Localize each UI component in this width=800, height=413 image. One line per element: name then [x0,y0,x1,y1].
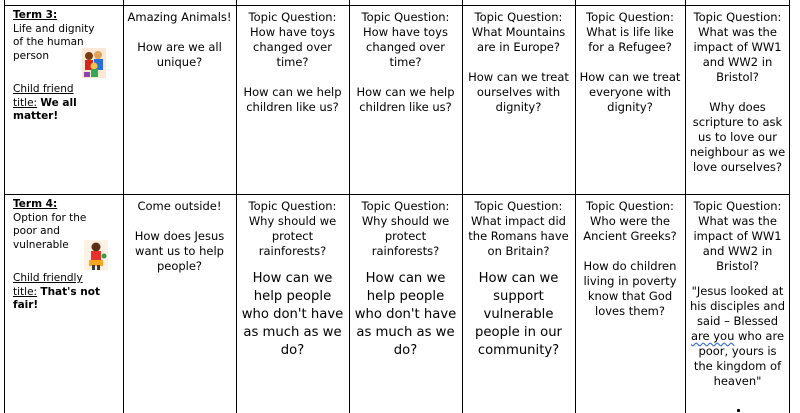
cell-topic: What was the impact of WW1 and WW2 in Bristol? [693,25,782,84]
cell-heading: Topic Question: [474,10,563,24]
children-group-icon [82,48,106,78]
term3-cell-5 [579,10,681,115]
cell-question: How can we help children like us? [243,85,342,114]
cell-topic: Who were the Ancient Greeks? [583,214,677,243]
col-border [789,0,790,413]
cell-topic: What Mountains are in Europe? [471,25,566,54]
row-divider [4,194,789,195]
cell-heading: Topic Question: [693,199,782,213]
cell-question: Why does scripture to ask us to love our neighbour as we love ourselves? [689,100,786,174]
col-border [685,0,686,413]
term4-child-friendly-label: Child friendly [13,272,83,284]
cell-topic: What was the impact of WW1 and WW2 in Bristol? [693,214,782,273]
cell-topic: How have toys changed over time? [250,25,335,69]
term3-cell-1 [127,10,232,70]
col-border [575,0,576,413]
cell-topic: Why should we protect rainforests? [361,214,450,258]
term4-label: Term 4: [13,198,58,210]
term4-title-label: title: [13,285,38,298]
term4-cell-2 [240,199,345,360]
quote-emphasis: are you [690,329,735,343]
cell-heading: Topic Question: [361,10,450,24]
stray-mark [737,409,740,412]
term3-cell-6 [689,10,786,175]
term3-label: Term 3: [13,9,58,21]
term3-cell-4 [466,10,571,115]
quote-part: "Jesus looked at his disciples and said – Blessed [690,284,785,328]
cell-question: How can we treat everyone with dignity? [579,70,681,114]
cell-topic: What impact did the Romans have on Britain? [468,214,569,258]
col-border [4,0,5,413]
cell-question: How can we help people who don't have as much as we do? [354,271,457,358]
cell-heading: Topic Question: [586,199,674,213]
cell-question: How can we help people who don't have as much as we do? [241,271,344,358]
cell-heading: Come outside! [137,199,222,213]
cell-heading: Topic Question: [248,199,337,213]
term4-cell-6 [689,199,786,389]
cell-heading: Topic Question: [586,10,674,24]
col-border [349,0,350,413]
cell-heading: Amazing Animals! [127,10,232,24]
cell-question: How can we help children like us? [356,85,455,114]
cell-question: How can we support vulnerable people in our community? [475,271,562,358]
cell-question: How do children living in poverty know that God loves them? [583,259,677,318]
term3-cell-3 [353,10,458,115]
cell-heading: Topic Question: [248,10,337,24]
term4-cell-1 [127,199,232,274]
term4-cell-4 [466,199,571,360]
cell-question: How does Jesus want us to help people? [134,229,225,273]
table-top-border [4,5,789,6]
cell-question: How are we all unique? [137,40,222,69]
term3-title-label: title: [13,96,38,109]
cell-topic: How have toys changed over time? [363,25,448,69]
term3-theme: Life and dignity of the human person [13,22,95,62]
quote-part: who are poor, yours is the kingdom of heaven" [693,329,785,388]
cell-question: How can we treat ourselves with dignity? [468,70,569,114]
col-border [462,0,463,413]
col-border [236,0,237,413]
term3-child-friendly-label: Child friend [13,83,74,95]
cell-heading: Topic Question: [361,199,450,213]
cell-quote [689,284,786,389]
child-with-basket-icon [84,240,108,270]
col-border [123,0,124,413]
term3-title-value: We all matter! [13,96,77,122]
cell-topic: Why should we protect rainforests? [248,214,337,258]
cell-topic: What is life like for a Refugee? [586,25,674,54]
term4-cell-3 [353,199,458,360]
cell-heading: Topic Question: [474,199,563,213]
term4-cell-5 [579,199,681,319]
cell-heading: Topic Question: [693,10,782,24]
term4-theme: Option for the poor and vulnerable [13,211,87,251]
term3-cell-2 [240,10,345,115]
term4-title-value: That's not fair! [13,285,100,311]
